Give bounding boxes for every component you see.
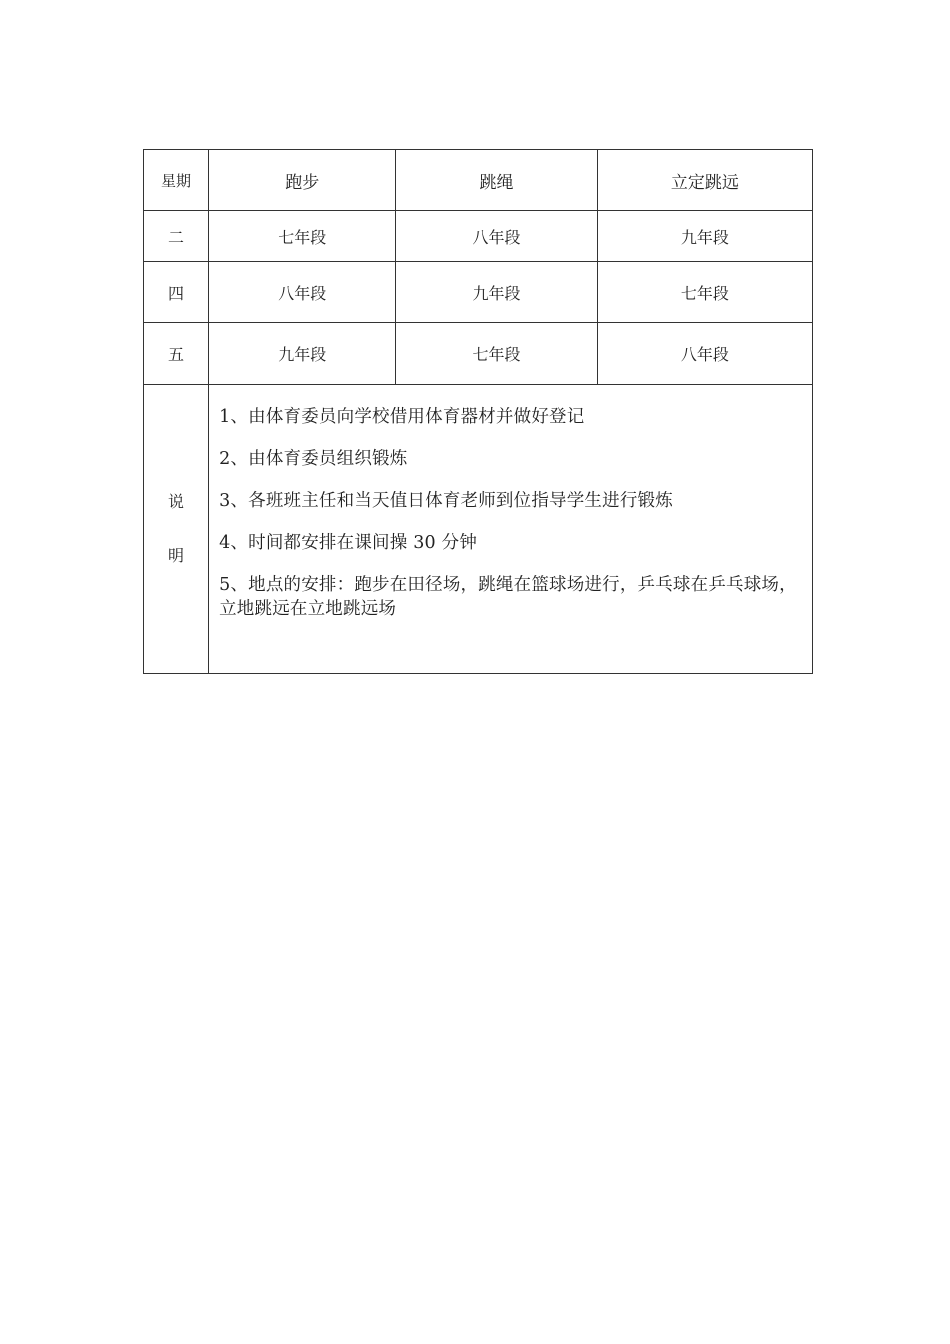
notes-content xyxy=(209,385,813,674)
header-running: 跑步 xyxy=(209,150,396,211)
header-row xyxy=(144,150,813,211)
note-item: 2、由体育委员组织锻炼 xyxy=(219,449,408,469)
table-row xyxy=(144,211,813,262)
exercise-schedule-table xyxy=(143,149,813,674)
notes-label-spacer xyxy=(144,510,208,548)
day-cell: 四 xyxy=(144,262,209,323)
notes-label-char-2: 明 xyxy=(168,546,185,565)
running-grade-cell: 九年段 xyxy=(209,323,396,385)
notes-row xyxy=(144,385,813,674)
notes-label xyxy=(144,385,209,674)
note-item: 5、地点的安排：跑步在田径场，跳绳在篮球场进行，乒乓球在乒乓球场，立地跳远在立地跳远场 xyxy=(219,575,797,619)
note-item: 3、各班班主任和当天值日体育老师到位指导学生进行锻炼 xyxy=(219,491,673,511)
jump-rope-grade-cell: 七年段 xyxy=(396,323,597,385)
note-item: 4、时间都安排在课间操 30 分钟 xyxy=(219,533,478,553)
notes-label-char-1: 说 xyxy=(168,492,185,511)
day-cell: 二 xyxy=(144,211,209,262)
table-row xyxy=(144,323,813,385)
running-grade-cell: 八年段 xyxy=(209,262,396,323)
long-jump-grade-cell: 九年段 xyxy=(597,211,812,262)
day-cell: 五 xyxy=(144,323,209,385)
long-jump-grade-cell: 八年段 xyxy=(597,323,812,385)
jump-rope-grade-cell: 九年段 xyxy=(396,262,597,323)
long-jump-grade-cell: 七年段 xyxy=(597,262,812,323)
note-item: 1、由体育委员向学校借用体育器材并做好登记 xyxy=(219,407,585,427)
jump-rope-grade-cell: 八年段 xyxy=(396,211,597,262)
table-row xyxy=(144,262,813,323)
header-day: 星期 xyxy=(144,150,209,211)
running-grade-cell: 七年段 xyxy=(209,211,396,262)
header-jump-rope: 跳绳 xyxy=(396,150,597,211)
header-standing-long-jump: 立定跳远 xyxy=(597,150,812,211)
